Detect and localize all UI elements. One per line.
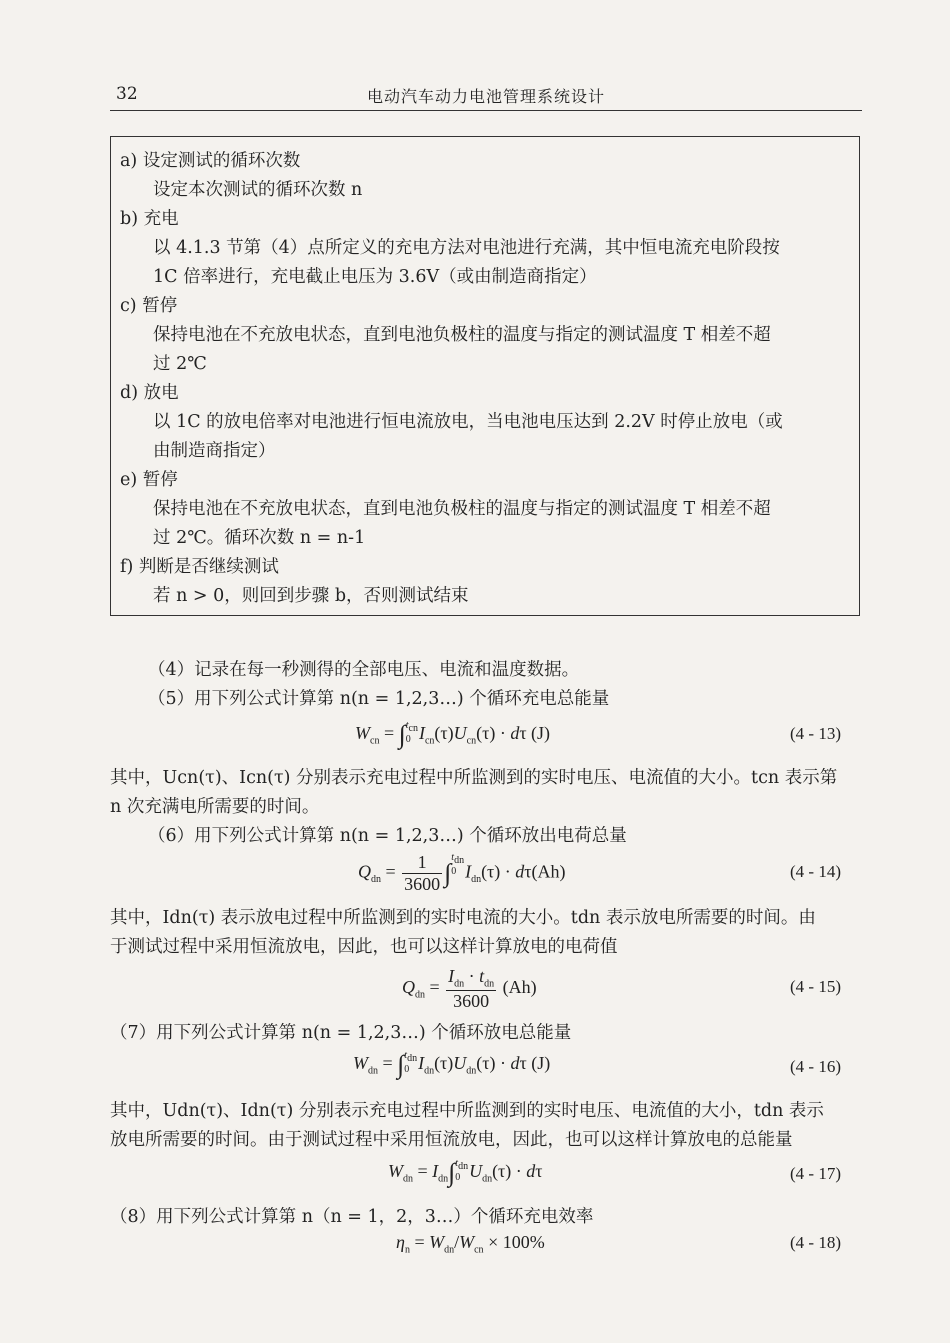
step-b-desc-1: 以 4.1.3 节第（4）点所定义的充电方法对电池进行充满，其中恒电流充电阶段按 [153,238,780,258]
paragraph-6-note-2: 于测试过程中采用恒流放电，因此，也可以这样计算放电的电荷值 [110,937,618,957]
paragraph-step-4: （4）记录在每一秒测得的全部电压、电流和温度数据。 [148,660,580,680]
equation-number-4-14: (4 - 14) [790,862,841,881]
formula-4-18: $\eta_n = W_{dn}/W_{cn} \times 100\%$ [396,1232,545,1256]
paragraph-step-6: （6）用下列公式计算第 n(n = 1,2,3…) 个循环放出电荷总量 [148,826,627,846]
page-header [110,80,862,111]
step-f-title: f) 判断是否继续测试 [120,557,279,577]
formula-4-14: $Q_{dn}$ = $\frac{1}{3600}$ $\int t_{dn}$ 0 $I_{dn}(\tau) \cdot d\tau(Ah)$ [358,852,566,894]
step-e-desc-2: 过 2℃。循环次数 n = n-1 [153,528,366,548]
paragraph-6-note-1: 其中，Idn(τ) 表示放电过程中所监测到的实时电流的大小。tdn 表示放电所需要的时间。由 [110,908,816,928]
equation-number-4-18: (4 - 18) [790,1233,841,1252]
paragraph-step-5: （5）用下列公式计算第 n(n = 1,2,3…) 个循环充电总能量 [148,689,610,709]
step-f-desc: 若 n > 0，则回到步骤 b，否则测试结束 [153,586,469,606]
paragraph-step-7: （7）用下列公式计算第 n(n = 1,2,3…) 个循环放电总能量 [110,1023,572,1043]
step-c-desc-2: 过 2℃ [153,354,207,374]
paragraph-5-note-1: 其中，Ucn(τ)、Icn(τ) 分别表示充电过程中所监测到的实时电压、电流值的大小。tcn 表示第 [110,768,838,788]
step-a-desc: 设定本次测试的循环次数 n [153,180,363,200]
running-title: 电动汽车动力电池管理系统设计 [366,87,605,106]
formula-4-15: $Q_{dn}$ = $\frac{I_{dn} \cdot t_{dn}}{3600}$ (Ah) [402,966,537,1011]
step-d-title: d) 放电 [120,383,179,403]
step-a-title: a) 设定测试的循环次数 [120,151,301,171]
paragraph-7-note-1: 其中，Udn(τ)、Idn(τ) 分别表示充电过程中所监测到的实时电压、电流值的大小，tdn 表示 [110,1101,824,1121]
step-e-desc-1: 保持电池在不充放电状态，直到电池负极柱的温度与指定的测试温度 T 相差不超 [153,499,771,519]
step-e-title: e) 暂停 [120,470,178,490]
paragraph-7-note-2: 放电所需要的时间。由于测试过程中采用恒流放电，因此，也可以这样计算放电的总能量 [110,1130,793,1150]
formula-4-13: $W_{cn} = \int t_{cn}$ 0 $I_{cn}(\tau)U_{cn}(\tau) \cdot d\tau$ (J) [355,720,551,749]
paragraph-5-note-2: n 次充满电所需要的时间。 [110,797,320,817]
equation-number-4-13: (4 - 13) [790,724,841,743]
step-b-desc-2: 1C 倍率进行，充电截止电压为 3.6V（或由制造商指定） [153,267,597,287]
paragraph-step-8: （8）用下列公式计算第 n（n = 1，2，3…）个循环充电效率 [110,1207,594,1227]
formula-4-17: $W_{dn} = I_{dn}\int t_{dn}$ 0 $U_{dn}(\tau) \cdot d\tau$ [388,1158,543,1187]
formula-4-16: $W_{dn} = \int t_{dn}$ 0 $I_{dn}(\tau)U_{dn}(\tau) \cdot d\tau$ (J) [353,1050,551,1079]
page-number: 32 [116,84,138,104]
step-c-desc-1: 保持电池在不充放电状态，直到电池负极柱的温度与指定的测试温度 T 相差不超 [153,325,771,345]
equation-number-4-16: (4 - 16) [790,1057,841,1076]
equation-number-4-17: (4 - 17) [790,1164,841,1183]
step-d-desc-2: 由制造商指定） [153,441,276,461]
step-c-title: c) 暂停 [120,296,178,316]
step-b-title: b) 充电 [120,209,179,229]
step-d-desc-1: 以 1C 的放电倍率对电池进行恒电流放电，当电池电压达到 2.2V 时停止放电（或 [153,412,783,432]
equation-number-4-15: (4 - 15) [790,977,841,996]
